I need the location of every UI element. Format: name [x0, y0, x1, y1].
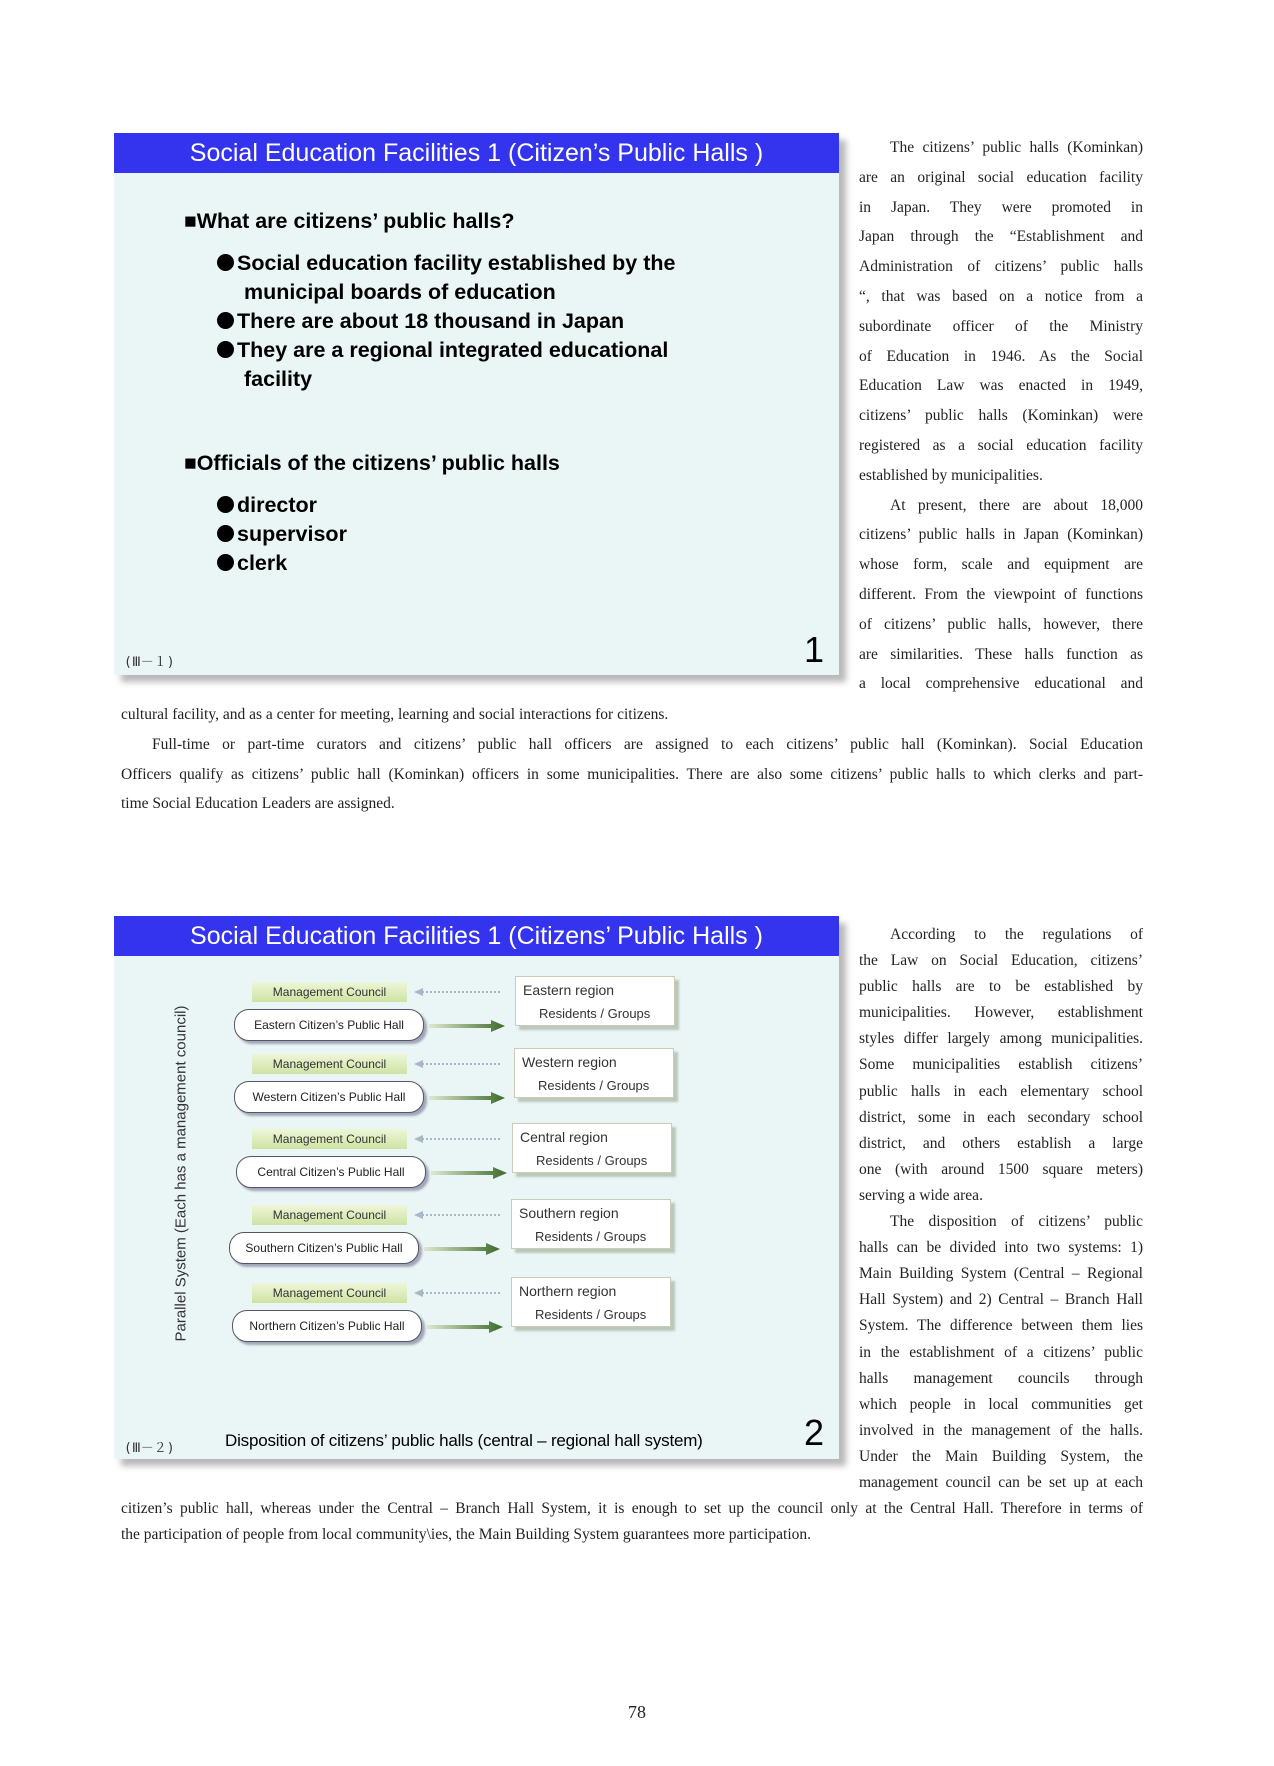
slide-1-section-2-heading: ■Officials of the citizens’ public halls: [184, 451, 560, 475]
text-line: Full-time or part-time curators and citizens’ public hall officers are assigned to each citizens’ public hall (Kominkan). Social Education: [152, 735, 1143, 753]
residents-groups-label: Residents / Groups: [538, 1078, 650, 1093]
text-line: citizens’ public halls (Kominkan) were: [859, 407, 1143, 425]
residents-groups-label: Residents / Groups: [535, 1307, 647, 1322]
text-line: which people in local communities get: [859, 1395, 1143, 1413]
text-line: time Social Education Leaders are assigned.: [121, 795, 395, 813]
slide-1: [114, 133, 839, 675]
region-name: Southern region: [519, 1205, 619, 1221]
slide-2: [114, 916, 839, 1459]
text-line: established by municipalities.: [859, 466, 1043, 484]
text-line: The citizens’ public halls (Kominkan): [890, 139, 1143, 156]
text-line: registered as a social education facility: [859, 436, 1143, 454]
text-line: management council can be set up at each: [859, 1473, 1143, 1491]
slide-1-title: Social Education Facilities 1 (Citizen’s Public Halls ): [114, 133, 839, 173]
citizens-public-hall-box: Southern Citizen’s Public Hall: [229, 1232, 419, 1264]
region-name: Eastern region: [523, 982, 615, 998]
text-line: the Law on Social Education, citizens’: [859, 952, 1143, 970]
text-line: public halls are to be established by: [859, 978, 1143, 996]
body-text-1-full-width: [121, 700, 1143, 819]
text-line: whose form, scale and equipment are: [859, 556, 1143, 574]
text-line: At present, there are about 18,000: [890, 496, 1143, 514]
management-council-box: Management Council: [252, 1283, 407, 1303]
citizens-public-hall-box: Eastern Citizen’s Public Hall: [234, 1009, 424, 1041]
text-line: one (with around 1500 square meters): [859, 1160, 1143, 1178]
text-line: “, that was based on a notice from a: [859, 287, 1143, 305]
bullet-dot-icon: [217, 254, 234, 271]
text-line: Under the Main Building System, the: [859, 1447, 1143, 1465]
dotted-arrow-left-icon: [414, 987, 504, 997]
text-line: styles differ largely among municipalities.: [859, 1030, 1143, 1048]
region-box: [514, 1048, 674, 1098]
slide-1-section-1-heading: ■What are citizens’ public halls?: [184, 209, 515, 233]
slide-1-official-2: supervisor: [217, 520, 347, 549]
page-number: 78: [628, 1702, 646, 1722]
text-line: Administration of citizens’ public halls: [859, 258, 1143, 276]
slide-1-official-3: clerk: [217, 549, 287, 578]
text-line: According to the regulations of: [890, 926, 1143, 943]
body-text-1-column: [859, 133, 1143, 699]
text-line: The disposition of citizens’ public: [890, 1213, 1143, 1231]
slide-1-number: 1: [804, 629, 825, 670]
text-line: cultural facility, and as a center for meeting, learning and social interactions for citizens.: [121, 706, 669, 723]
text-line: halls can be divided into two systems: 1): [859, 1239, 1143, 1257]
slide-1-bullet-1: Social education facility established by the municipal boards of education: [217, 249, 675, 307]
citizens-public-hall-box: Western Citizen’s Public Hall: [234, 1081, 424, 1113]
solid-arrow-right-icon: [429, 1091, 505, 1105]
citizens-public-hall-box: Northern Citizen’s Public Hall: [232, 1310, 422, 1342]
region-name: Northern region: [519, 1283, 617, 1299]
text-line: Main Building System (Central – Regional: [859, 1265, 1143, 1283]
text-line: halls management councils through: [859, 1369, 1143, 1387]
management-council-box: Management Council: [252, 1054, 407, 1074]
solid-arrow-right-icon: [427, 1320, 503, 1334]
text-line: involved in the management of the halls.: [859, 1421, 1143, 1439]
parallel-system-label: Parallel System (Each has a management council): [172, 1005, 190, 1342]
text-line: of Education in 1946. As the Social: [859, 347, 1143, 365]
residents-groups-label: Residents / Groups: [535, 1229, 647, 1244]
text-line: district, and others establish a large: [859, 1134, 1143, 1152]
dotted-arrow-left-icon: [414, 1134, 504, 1144]
text-line: serving a wide area.: [859, 1186, 983, 1204]
bullet-dot-icon: [217, 554, 234, 571]
text-line: in the establishment of a citizens’ public: [859, 1343, 1143, 1361]
text-line: citizens’ public halls in Japan (Kominkan): [859, 526, 1143, 544]
body-text-2-full-width: [121, 1496, 1143, 1548]
dotted-arrow-left-icon: [414, 1210, 504, 1220]
text-line: citizen’s public hall, whereas under the Central – Branch Hall System, it is enough to set up the council only at the Central Hall. Therefore in terms of: [121, 1500, 1143, 1517]
region-name: Western region: [522, 1054, 617, 1070]
body-text-2-column: [859, 922, 1143, 1496]
text-line: different. From the viewpoint of functions: [859, 585, 1143, 603]
text-line: are similarities. These halls function as: [859, 645, 1143, 663]
text-line: municipalities. However, establishment: [859, 1004, 1143, 1022]
slide-2-code: (Ⅲ－２): [124, 1441, 175, 1456]
text-line: a local comprehensive educational and: [859, 675, 1143, 693]
bullet-dot-icon: [217, 525, 234, 542]
text-line: Education Law was enacted in 1949,: [859, 377, 1143, 395]
text-line: subordinate officer of the Ministry: [859, 317, 1143, 335]
text-line: the participation of people from local community\ies, the Main Building System guarantees more participation.: [121, 1526, 812, 1544]
residents-groups-label: Residents / Groups: [539, 1006, 651, 1021]
region-name: Central region: [520, 1129, 608, 1145]
management-council-box: Management Council: [252, 1129, 407, 1149]
text-line: district, some in each secondary school: [859, 1108, 1143, 1126]
slide-2-title: Social Education Facilities 1 (Citizens’ Public Halls ): [114, 916, 839, 956]
text-line: Some municipalities establish citizens’: [859, 1056, 1143, 1074]
solid-arrow-right-icon: [431, 1166, 507, 1180]
text-line: public halls in each elementary school: [859, 1082, 1143, 1100]
management-council-box: Management Council: [252, 982, 407, 1002]
text-line: System. The difference between them lies: [859, 1317, 1143, 1335]
dotted-arrow-left-icon: [414, 1288, 504, 1298]
bullet-dot-icon: [217, 312, 234, 329]
region-box: [512, 1123, 672, 1173]
text-line: in Japan. They were promoted in: [859, 198, 1143, 216]
citizens-public-hall-box: Central Citizen’s Public Hall: [236, 1156, 426, 1188]
slide-1-bullet-2: There are about 18 thousand in Japan: [217, 307, 624, 336]
solid-arrow-right-icon: [424, 1242, 500, 1256]
text-line: are an original social education facility: [859, 168, 1143, 186]
region-box: [511, 1277, 671, 1327]
slide-2-caption: Disposition of citizens’ public halls (central – regional hall system): [225, 1431, 703, 1450]
slide-1-official-1: director: [217, 491, 317, 520]
slide-1-code: (Ⅲ－１): [124, 655, 175, 670]
residents-groups-label: Residents / Groups: [536, 1153, 648, 1168]
solid-arrow-right-icon: [429, 1019, 505, 1033]
slide-2-number: 2: [804, 1412, 825, 1453]
management-council-box: Management Council: [252, 1205, 407, 1225]
text-line: Hall System) and 2) Central – Branch Hall: [859, 1291, 1143, 1309]
dotted-arrow-left-icon: [414, 1059, 504, 1069]
text-line: of citizens’ public halls, however, there: [859, 615, 1143, 633]
bullet-dot-icon: [217, 341, 234, 358]
region-box: [515, 976, 675, 1026]
region-box: [511, 1199, 671, 1249]
bullet-dot-icon: [217, 496, 234, 513]
text-line: Japan through the “Establishment and: [859, 228, 1143, 246]
slide-1-bullet-3: They are a regional integrated educational facility: [217, 336, 668, 394]
text-line: Officers qualify as citizens’ public hall (Kominkan) officers in some municipalities. There are also some citizens’ public halls to which clerks and part-: [121, 765, 1143, 783]
